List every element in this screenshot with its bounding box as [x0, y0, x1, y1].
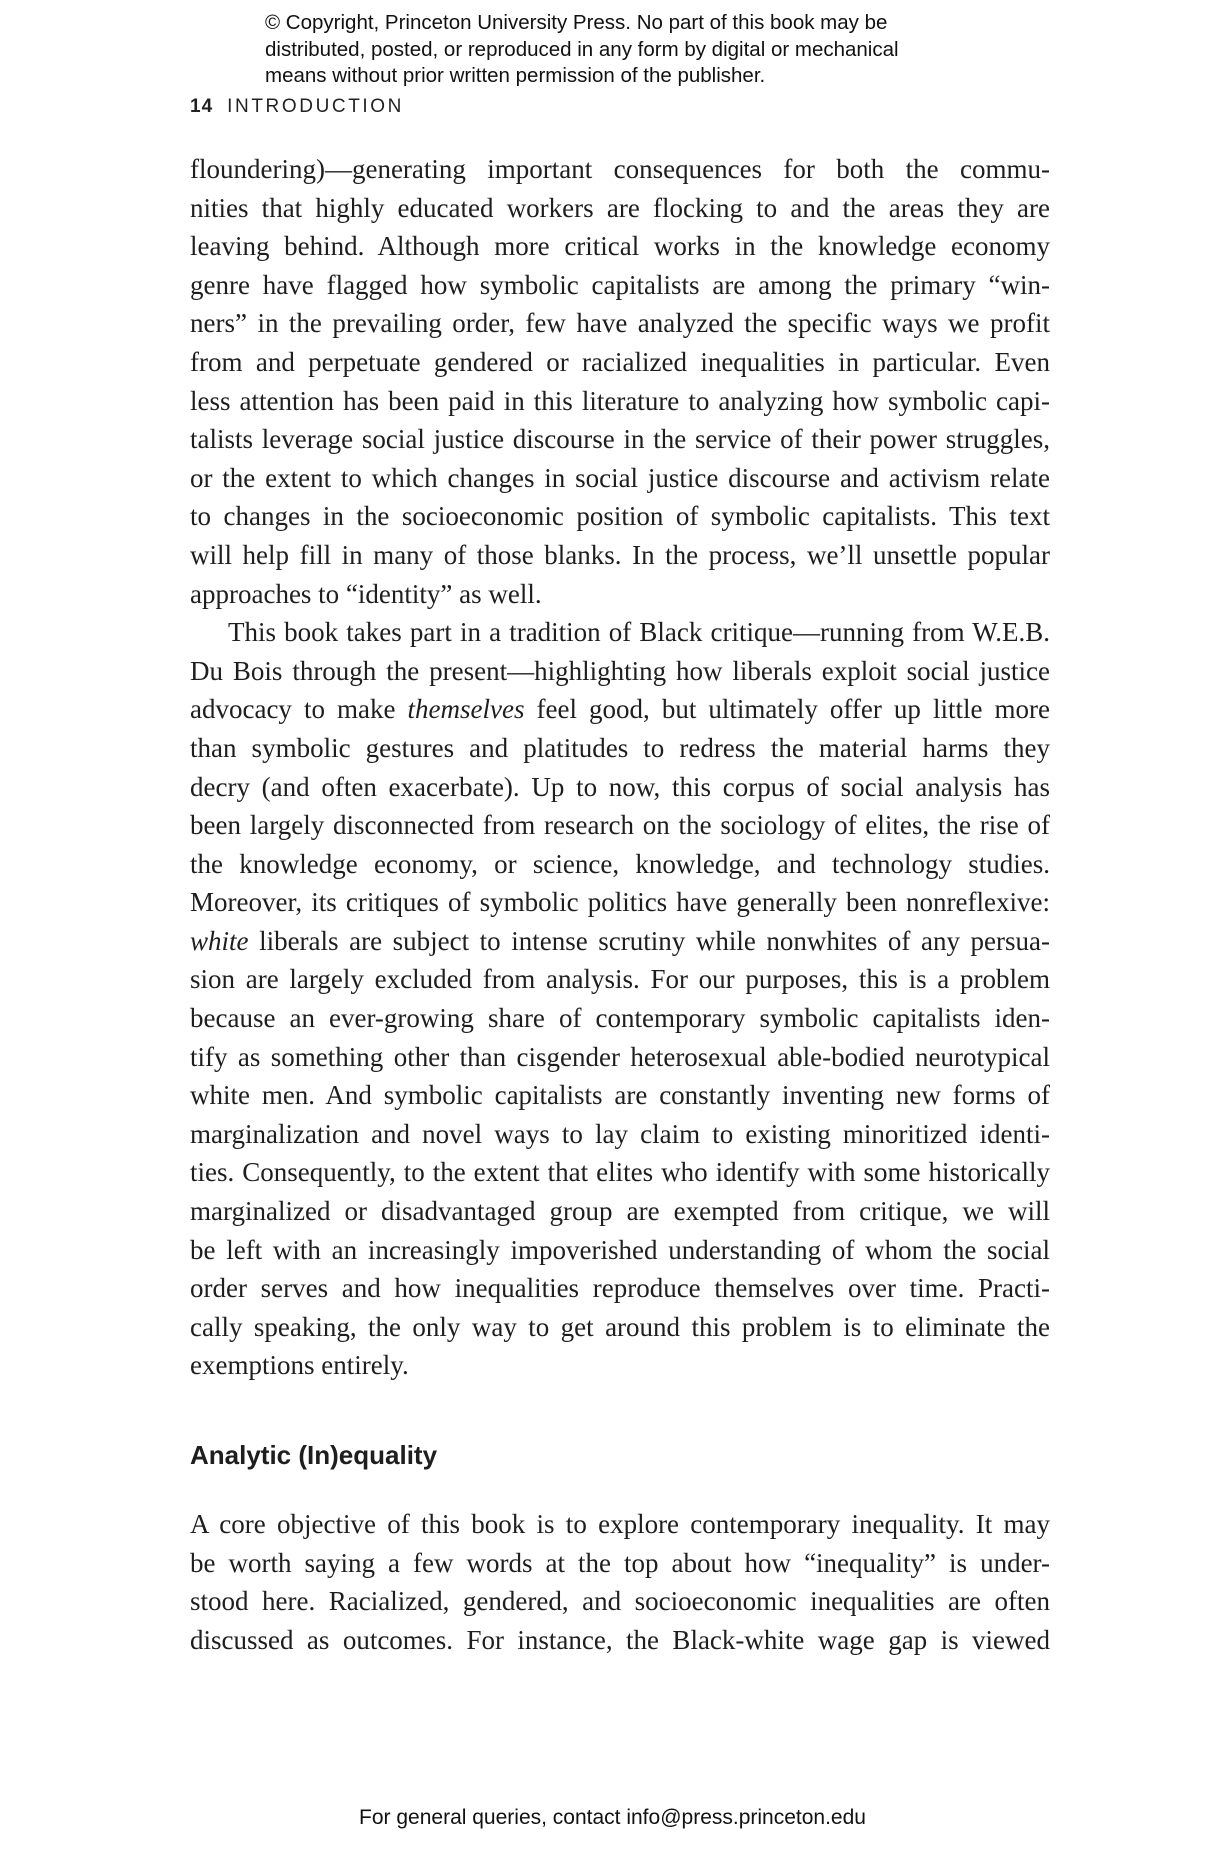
text-line: Du Bois through the present—highlighting how liberals exploit social justice — [190, 655, 1050, 686]
text-line: A core objective of this book is to explore contemporary inequality. It may — [190, 1509, 1050, 1539]
text-line: order serves and how inequalities reproduce themselves over time. Practi- — [190, 1273, 1050, 1304]
footer-contact: For general queries, contact info@press.princeton.edu — [359, 1806, 866, 1829]
text-line: ners” in the prevailing order, few have analyzed the specific ways we profit — [190, 308, 1050, 339]
emphasis-themselves: themselves — [407, 694, 525, 725]
text-line: be left with an increasingly impoverished understanding of whom the social — [190, 1234, 1050, 1265]
text-line: from and perpetuate gendered or racialized inequalities in particular. Even — [190, 346, 1050, 377]
running-head-title: INTRODUCTION — [227, 96, 404, 117]
text-line: less attention has been paid in this literature to analyzing how symbolic capi- — [190, 385, 1050, 416]
text-run: advocacy to make — [190, 694, 408, 725]
text-line: be worth saying a few words at the top about how “inequality” is under- — [190, 1547, 1050, 1578]
text-line: nities that highly educated workers are flocking to and the areas they are — [190, 192, 1050, 223]
text-line: cally speaking, the only way to get around this problem is to eliminate the — [190, 1311, 1050, 1342]
text-line: or the extent to which changes in social justice discourse and activism relate — [190, 462, 1050, 493]
text-line — [190, 922, 1050, 961]
paragraph-inequality — [190, 1505, 1050, 1659]
text-line: leaving behind. Although more critical works in the knowledge economy — [190, 231, 1050, 262]
text-line: marginalized or disadvantaged group are exempted from critique, we will — [190, 1196, 1050, 1227]
text-line: discussed as outcomes. For instance, the Black-white wage gap is viewed — [190, 1624, 1050, 1655]
text-line: the knowledge economy, or science, knowledge, and technology studies. — [190, 848, 1050, 879]
text-line: white men. And symbolic capitalists are constantly inventing new forms of — [190, 1080, 1050, 1111]
text-run: feel good, but ultimately offer up little more — [524, 694, 1050, 725]
paragraph-black-critique — [190, 613, 1050, 1385]
text-line: talists leverage social justice discourse in the service of their power struggles, — [190, 424, 1050, 455]
text-line: decry (and often exacerbate). Up to now, this corpus of social analysis has — [190, 771, 1050, 802]
text-line: will help fill in many of those blanks. In the process, we’ll unsettle popular — [190, 539, 1050, 570]
text-line: Moreover, its critiques of symbolic politics have generally been nonreflexive: — [190, 887, 1050, 918]
page-number: 14 — [190, 96, 214, 117]
text-line: This book takes part in a tradition of Black critique—running from W.E.B. — [228, 617, 1050, 648]
text-line: ties. Consequently, to the extent that elites who identify with some historically — [190, 1157, 1050, 1188]
copyright-line: means without prior written permission of the publisher. — [265, 64, 766, 87]
copyright-notice — [265, 10, 985, 90]
text-line: floundering)—generating important consequences for both the commu- — [190, 154, 1050, 184]
text-run: liberals are subject to intense scrutiny while nonwhites of any persua- — [248, 925, 1050, 956]
copyright-line: © Copyright, Princeton University Press. No part of this book may be — [265, 11, 888, 34]
paragraph-continued — [190, 150, 1050, 613]
text-line: sion are largely excluded from analysis. For our purposes, this is a problem — [190, 964, 1050, 995]
text-line: exemptions entirely. — [190, 1350, 409, 1381]
text-line: stood here. Racialized, gendered, and socioeconomic inequalities are often — [190, 1586, 1050, 1617]
text-line — [190, 690, 1050, 729]
text-line: been largely disconnected from research on the sociology of elites, the rise of — [190, 810, 1050, 841]
section-heading: Analytic (In)equality — [190, 1440, 438, 1470]
text-line: because an ever-growing share of contemporary symbolic capitalists iden- — [190, 1003, 1050, 1034]
text-line: genre have flagged how symbolic capitalists are among the primary “win- — [190, 269, 1050, 300]
text-line: than symbolic gestures and platitudes to redress the material harms they — [190, 732, 1050, 763]
running-head — [190, 96, 404, 118]
copyright-line: distributed, posted, or reproduced in any form by digital or mechanical — [265, 37, 899, 61]
text-line: marginalization and novel ways to lay claim to existing minoritized identi- — [190, 1118, 1050, 1149]
text-line: to changes in the socioeconomic position of symbolic capitalists. This text — [190, 501, 1050, 532]
emphasis-white: white — [190, 925, 249, 956]
body-text-main — [190, 150, 1050, 1385]
text-line: tify as something other than cisgender heterosexual able-bodied neurotypical — [190, 1041, 1050, 1072]
text-line: approaches to “identity” as well. — [190, 578, 542, 609]
body-text-section — [190, 1505, 1050, 1659]
